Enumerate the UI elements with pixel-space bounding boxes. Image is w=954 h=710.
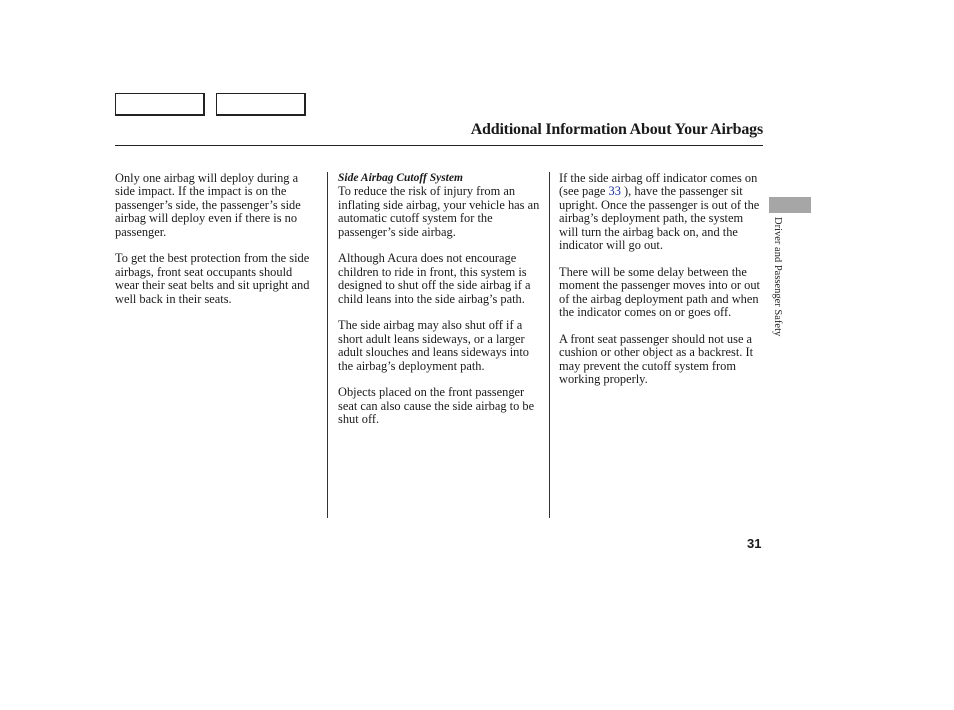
section-tab [769, 197, 811, 213]
column-divider [549, 172, 550, 518]
index-button[interactable] [216, 93, 306, 116]
section-subheading: Side Airbag Cutoff System [338, 172, 463, 184]
left-column [115, 172, 318, 319]
main-menu-button[interactable] [115, 93, 205, 116]
paragraph [559, 172, 764, 252]
paragraph: Although Acura does not encourage children to ride in front, this system is designed to shut off the side airbag if a child leans into the side airbag’s path. [338, 251, 531, 306]
column-divider [327, 172, 328, 518]
paragraph: To reduce the risk of injury from an inflating side airbag, your vehicle has an automatic cutoff system for the passenger’s side airbag. [338, 184, 540, 239]
section-label: Driver and Passenger Safety [772, 217, 783, 337]
paragraph-text: ), have the passenger sit upright. Once the passenger is out of the airbag’s deployment path, the system will turn the airbag back on, and the indicator will go out. [559, 184, 760, 253]
paragraph: The side airbag may also shut off if a short adult leans sideways, or a larger adult slouches and leans sideways into the airbag’s deployment path. [338, 318, 529, 373]
page-reference-link[interactable]: 33 [608, 184, 621, 199]
title-divider [115, 145, 763, 146]
paragraph: To get the best protection from the side airbags, front seat occupants should wear their seat belts and sit upright and well back in their seats. [115, 251, 310, 306]
paragraph-text: If the side airbag off indicator comes on (see page [559, 171, 758, 199]
paragraph: A front seat passenger should not use a cushion or other object as a backrest. It may prevent the cutoff system from working properly. [559, 331, 754, 387]
middle-column [338, 172, 543, 440]
page-title: Additional Information About Your Airbags [470, 121, 763, 138]
right-column [559, 172, 764, 400]
paragraph: There will be some delay between the moment the passenger moves into or out of the airbag deployment path and when the indicator comes on or goes off. [559, 264, 760, 320]
page-number: 31 [747, 536, 762, 551]
paragraph: Only one airbag will deploy during a side impact. If the impact is on the passenger’s side, the passenger’s side airbag will deploy even if there is no passenger. [115, 171, 301, 239]
paragraph: Objects placed on the front passenger seat can also cause the side airbag to be shut off. [338, 385, 535, 427]
